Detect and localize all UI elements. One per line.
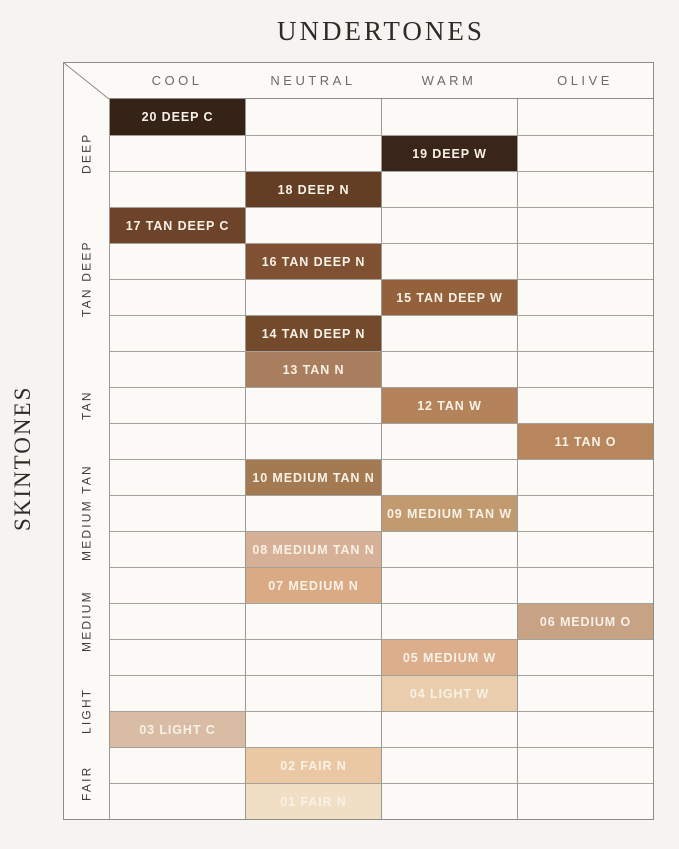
empty-cell xyxy=(381,459,517,495)
empty-cell xyxy=(109,459,245,495)
empty-cell xyxy=(381,423,517,459)
shade-cell-13-tan-n xyxy=(245,351,381,387)
group-label-tan: TAN xyxy=(79,390,94,420)
empty-cell xyxy=(109,135,245,171)
group-label-deep: DEEP xyxy=(79,132,94,174)
group-label-medium: MEDIUM xyxy=(79,590,94,652)
empty-cell xyxy=(245,495,381,531)
shade-label: 01 FAIR N xyxy=(280,794,347,809)
empty-cell xyxy=(517,207,653,243)
empty-cell xyxy=(109,315,245,351)
empty-cell xyxy=(109,747,245,783)
empty-cell xyxy=(109,423,245,459)
shade-label: 08 MEDIUM TAN N xyxy=(252,542,375,557)
undertones-title: UNDERTONES xyxy=(277,16,485,46)
empty-cell xyxy=(517,387,653,423)
empty-cell xyxy=(381,531,517,567)
empty-cell xyxy=(517,639,653,675)
empty-cell xyxy=(109,243,245,279)
corner-cell xyxy=(64,63,109,99)
column-header-warm: WARM xyxy=(381,63,517,99)
empty-cell xyxy=(381,567,517,603)
shade-label: 07 MEDIUM N xyxy=(268,578,359,593)
corner-diagonal-line xyxy=(64,63,109,99)
shade-label: 16 TAN DEEP N xyxy=(261,254,366,269)
empty-cell xyxy=(517,351,653,387)
shade-cell-11-tan-o xyxy=(517,423,653,459)
empty-cell xyxy=(245,99,381,135)
shade-label: 13 TAN N xyxy=(282,362,345,377)
shade-cell-14-tan-deep-n xyxy=(245,315,381,351)
shade-label: 03 LIGHT C xyxy=(139,722,216,737)
empty-cell xyxy=(109,171,245,207)
empty-cell xyxy=(245,603,381,639)
empty-cell xyxy=(109,783,245,819)
empty-cell xyxy=(245,423,381,459)
shade-label: 12 TAN W xyxy=(417,398,482,413)
empty-cell xyxy=(109,279,245,315)
empty-cell xyxy=(381,747,517,783)
empty-cell xyxy=(109,675,245,711)
empty-cell xyxy=(381,315,517,351)
empty-cell xyxy=(245,279,381,315)
empty-cell xyxy=(517,171,653,207)
empty-cell xyxy=(517,99,653,135)
empty-cell xyxy=(245,675,381,711)
empty-cell xyxy=(517,531,653,567)
empty-cell xyxy=(109,567,245,603)
empty-cell xyxy=(517,243,653,279)
empty-cell xyxy=(245,387,381,423)
empty-cell xyxy=(517,135,653,171)
empty-cell xyxy=(381,207,517,243)
skintones-title: SKINTONES xyxy=(10,385,35,531)
group-label-medium-tan: MEDIUM TAN xyxy=(79,464,94,562)
empty-cell xyxy=(381,783,517,819)
empty-cell xyxy=(109,531,245,567)
shade-cell-19-deep-w xyxy=(381,135,517,171)
column-header-neutral: NEUTRAL xyxy=(245,63,381,99)
shade-label: 06 MEDIUM O xyxy=(539,614,632,629)
empty-cell xyxy=(245,135,381,171)
shade-label: 04 LIGHT W xyxy=(409,686,490,701)
empty-cell xyxy=(517,315,653,351)
empty-cell xyxy=(109,351,245,387)
shade-cell-12-tan-w xyxy=(381,387,517,423)
empty-cell xyxy=(381,351,517,387)
shade-label: 17 TAN DEEP C xyxy=(125,218,230,233)
empty-cell xyxy=(109,603,245,639)
shade-cell-17-tan-deep-c xyxy=(109,207,245,243)
empty-cell xyxy=(517,747,653,783)
shade-cell-05-medium-w xyxy=(381,639,517,675)
shade-cell-08-medium-tan-n xyxy=(245,531,381,567)
empty-cell xyxy=(517,675,653,711)
shade-label: 10 MEDIUM TAN N xyxy=(252,470,375,485)
empty-cell xyxy=(517,783,653,819)
empty-cell xyxy=(517,567,653,603)
group-label-light: LIGHT xyxy=(79,687,94,735)
shade-label: 05 MEDIUM W xyxy=(402,650,497,665)
empty-cell xyxy=(245,711,381,747)
shade-cell-18-deep-n xyxy=(245,171,381,207)
shade-cell-04-light-w xyxy=(381,675,517,711)
empty-cell xyxy=(381,711,517,747)
shade-cell-07-medium-n xyxy=(245,567,381,603)
group-label-tan-deep: TAN DEEP xyxy=(79,240,94,318)
empty-cell xyxy=(517,459,653,495)
empty-cell xyxy=(517,711,653,747)
empty-cell xyxy=(517,495,653,531)
shade-label: 11 TAN O xyxy=(554,434,617,449)
shade-cell-16-tan-deep-n xyxy=(245,243,381,279)
shade-label: 15 TAN DEEP W xyxy=(396,290,503,305)
shade-cell-15-tan-deep-w xyxy=(381,279,517,315)
empty-cell xyxy=(517,279,653,315)
empty-cell xyxy=(109,639,245,675)
shade-label: 18 DEEP N xyxy=(277,182,350,197)
shade-label: 20 DEEP C xyxy=(141,110,214,124)
shade-cell-01-fair-n xyxy=(245,783,381,819)
shade-label: 02 FAIR N xyxy=(280,758,347,773)
empty-cell xyxy=(109,387,245,423)
empty-cell xyxy=(245,207,381,243)
shade-label: 14 TAN DEEP N xyxy=(261,326,366,341)
shade-grid xyxy=(63,62,654,820)
shade-cell-09-medium-tan-w xyxy=(381,495,517,531)
group-label-fair: FAIR xyxy=(79,765,94,801)
empty-cell xyxy=(109,495,245,531)
shade-cell-02-fair-n xyxy=(245,747,381,783)
empty-cell xyxy=(245,639,381,675)
empty-cell xyxy=(381,171,517,207)
shade-cell-03-light-c xyxy=(109,711,245,747)
shade-cell-06-medium-o xyxy=(517,603,653,639)
column-header-olive: OLIVE xyxy=(517,63,653,99)
empty-cell xyxy=(381,99,517,135)
empty-cell xyxy=(381,603,517,639)
shade-label: 09 MEDIUM TAN W xyxy=(386,506,513,521)
column-header-cool: COOL xyxy=(109,63,245,99)
shade-cell-10-medium-tan-n xyxy=(245,459,381,495)
shade-label: 19 DEEP W xyxy=(412,146,487,161)
empty-cell xyxy=(381,243,517,279)
shade-cell-20-deep-c xyxy=(109,99,245,135)
